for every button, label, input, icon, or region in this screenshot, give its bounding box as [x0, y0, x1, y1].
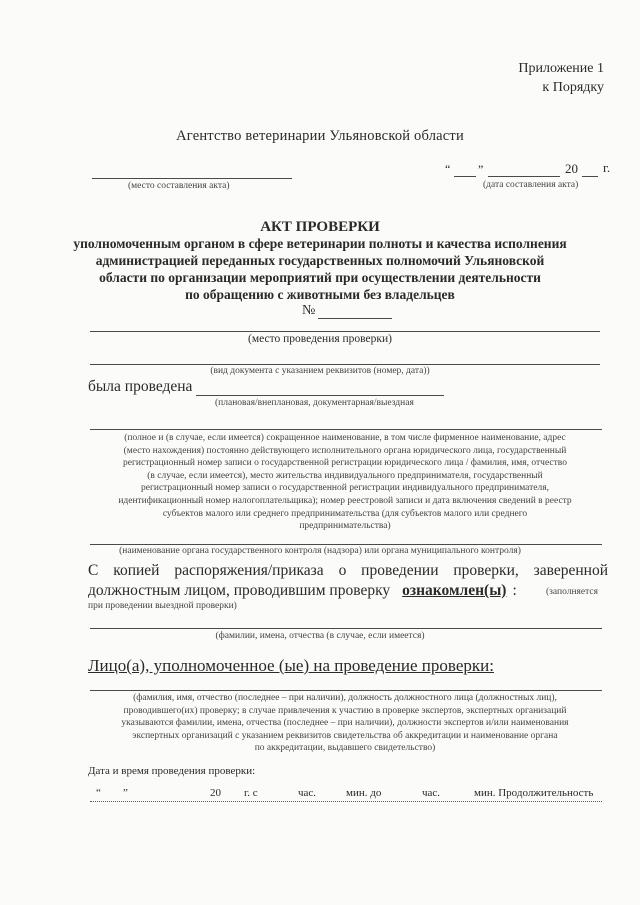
authorized-line[interactable] [90, 690, 602, 691]
appendix-line-1: Приложение 1 [518, 61, 604, 76]
act-subtitle-line-2: администрацией переданных государственных полномочий Ульяновской [95, 253, 545, 268]
legal-entity-note-line-1: (полное и (в случае, если имеется) сокращенное наименование, в том числе фирменное наименование, адрес [124, 433, 566, 443]
copy-order-line-1 [88, 562, 608, 580]
fio-caption: (фамилии, имена, отчества (в случае, если имеется) [215, 631, 425, 641]
fill-note: (заполняется [546, 587, 598, 597]
agency-name: Агентство ветеринарии Ульяновской области [176, 128, 464, 144]
control-body-caption: (наименование органа государственного контроля (надзора) или органа муниципального контроля) [119, 546, 521, 556]
legal-entity-note-line-5: регистрационный номер записи о государственной регистрации индивидуального предпринимателя, [141, 483, 549, 494]
copy-order-line-2 [88, 582, 517, 600]
authorized-heading: Лицо(а), уполномоченное (ые) на проведение проверки: [88, 656, 494, 675]
copy-order-word-3: распоряжения/приказа [174, 562, 324, 579]
place-caption: (место составления акта) [128, 181, 230, 191]
datetime-year: 20 [210, 787, 221, 799]
act-title: АКТ ПРОВЕРКИ [260, 219, 380, 235]
copy-order-word-2: копией [113, 562, 160, 579]
datetime-label: Дата и время проведения проверки: [88, 765, 256, 777]
inspection-place-line[interactable] [90, 331, 600, 332]
fill-note-line-2: при проведении выездной проверки) [88, 601, 237, 611]
date-month-line[interactable] [488, 176, 560, 177]
conducted-label: была проведена [88, 378, 193, 395]
appendix-line-2: к Порядку [542, 80, 604, 95]
copy-order-word-5: проведении [361, 562, 439, 579]
datetime-hours-2: час. [422, 787, 441, 799]
inspection-place-caption: (место проведения проверки) [248, 333, 392, 345]
acquainted-text: ознакомлен(ы) [402, 582, 507, 599]
authorized-note-line-5: по аккредитации, выдавшего свидетельство) [254, 743, 436, 754]
document-line[interactable] [90, 364, 600, 365]
legal-entity-note-line-8: предпринимательства) [299, 521, 391, 532]
legal-entity-note-line-3: регистрационный номер записи о государственной регистрации юридического лица / фамилия, имя, отчество [123, 458, 567, 469]
authorized-note-line-3: указываются фамилии, имена, отчества (последнее – при наличии), должности экспертов и/или наименования [121, 718, 569, 729]
date-quote-open: “ [445, 162, 451, 176]
date-caption: (дата составления акта) [483, 180, 579, 190]
legal-entity-note-line-2: (место нахождения) постоянно действующего исполнительного органа юридического лица, государственный [123, 445, 567, 456]
date-year-suffix: г. [603, 160, 611, 175]
act-number-line[interactable] [318, 318, 392, 319]
copy-order-colon: : [512, 582, 517, 599]
act-number-sign: № [302, 303, 316, 318]
datetime-year-suffix: г. с [244, 787, 258, 799]
date-day-line[interactable] [454, 176, 476, 177]
act-subtitle-line-3: области по организации мероприятий при осуществлении деятельности [99, 270, 541, 285]
authorized-note-line-1: (фамилия, имя, отчество (последнее – при наличии), должность должностного лица (должностных лиц), [133, 693, 557, 703]
datetime-min-duration: мин. Продолжительность [474, 787, 594, 799]
act-subtitle-line-1: уполномоченным органом в сфере ветеринарии полноты и качества исполнения [73, 236, 567, 251]
copy-order-word-7: заверенной [533, 562, 608, 579]
datetime-hours: час. [298, 787, 317, 799]
conducted-caption: (плановая/внеплановая, документарная/выездная [215, 398, 414, 408]
place-line[interactable] [92, 178, 292, 179]
date-quote-close: ” [478, 162, 484, 176]
datetime-min-to: мин. до [346, 787, 382, 799]
authorized-note-line-4: экспертных организаций с указанием реквизитов свидетельства об аккредитации и наименование органа [132, 730, 558, 741]
datetime-quote-close: ” [123, 787, 128, 799]
authorized-note-line-2: проводившего(их) проверку; в случае привлечения к участию в проверке экспертов, экспертных организаций [123, 705, 567, 716]
document-caption: (вид документа с указанием реквизитов (номер, дата)) [210, 366, 430, 376]
copy-order-word-1: С [88, 562, 99, 579]
copy-order-line-2-text: должностным лицом, проводившим проверку [88, 582, 391, 599]
legal-entity-line[interactable] [90, 429, 602, 430]
legal-entity-note-line-4: (в случае, если имеется), место жительства индивидуального предпринимателя, государственный [147, 470, 543, 481]
authorized-note [80, 692, 610, 755]
act-subtitle-line-4: по обращению с животными без владельцев [185, 287, 455, 302]
date-year-line[interactable] [582, 176, 598, 177]
legal-entity-note-line-7: субъектов малого или среднего предпринимательства (для субъектов малого или среднего [162, 508, 528, 519]
copy-order-word-6: проверки, [453, 562, 519, 579]
legal-entity-note-line-6: идентификационный номер налогоплательщика); номер реестровой записи и дата включения сведений в реестр [118, 495, 572, 506]
datetime-quote-open: “ [96, 787, 101, 799]
conducted-line[interactable] [196, 395, 444, 396]
fio-line[interactable] [90, 628, 602, 629]
datetime-line[interactable] [90, 801, 602, 802]
control-body-line[interactable] [90, 544, 602, 545]
date-year-prefix: 20 [565, 161, 578, 176]
legal-entity-note [80, 432, 610, 533]
copy-order-word-4: о [338, 562, 347, 579]
